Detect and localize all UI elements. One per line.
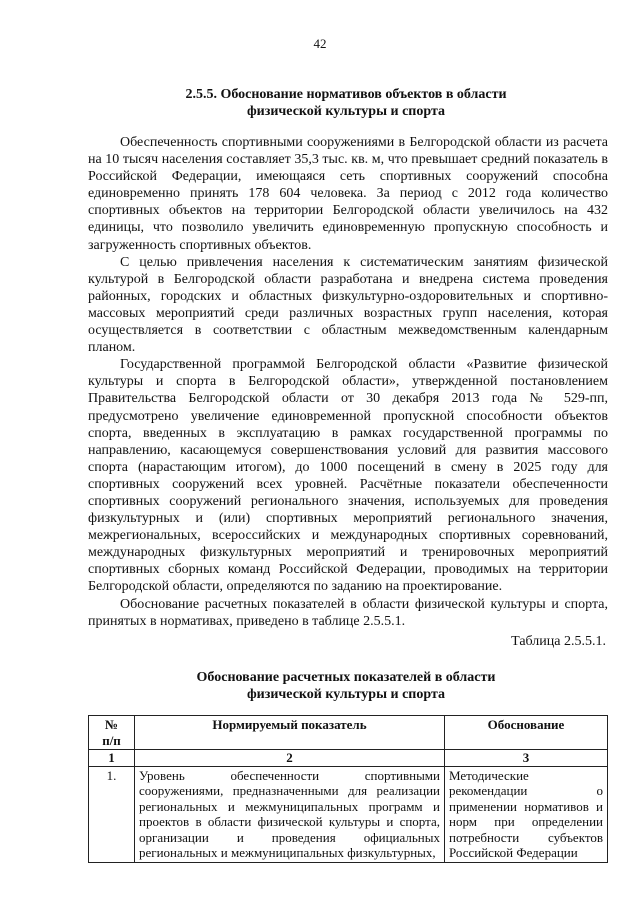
paragraph: С целью привлечения населения к систематическим занятиям физической культурой в Белгородской области разработана и внедрена система проведения районных, городских и областных физкультурно-оздоровительных и спортивно-массовых мероприятий среди различных возрастных групп населения, которая осуществляется в соответствии с областным межведомственным календарным планом. — [88, 254, 608, 356]
table-title-line-2: физической культуры и спорта — [246, 687, 446, 702]
column-number: 3 — [445, 750, 608, 767]
column-number: 2 — [135, 750, 445, 767]
column-number-row — [89, 750, 608, 767]
page-number: 42 — [313, 36, 327, 51]
header-basis: Обоснование — [445, 716, 608, 750]
column-number: 1 — [89, 750, 135, 767]
table-title-line-1: Обоснование расчетных показателей в области — [196, 670, 496, 685]
row-indicator: Уровень обеспеченности спортивными сооружениями, предназначенными для реализации региональных и межмуниципальных программ и проектов в области физической культуры и спорта, организации и проведения официальных региональных и межмуниципальных физкультурных, — [135, 766, 445, 862]
justification-table — [88, 715, 608, 863]
header-number — [89, 716, 135, 750]
section-title — [90, 86, 602, 120]
body-text — [88, 134, 608, 630]
paragraph: Обеспеченность спортивными сооружениями в Белгородской области из расчета на 10 тысяч населения составляет 35,3 тыс. кв. м, что превышает средний показатель в Российской Федерации, имеющаяся сеть спортивных сооружений способна единовременно принять 178 604 человека. За период с 2012 года количество спортивных объектов на территории Белгородской области увеличилось на 432 единицы, что позволило увеличить единовременную пропускную способность и загруженность спортивных объектов. — [88, 135, 608, 253]
header-indicator: Нормируемый показатель — [135, 716, 445, 750]
table-label: Таблица 2.5.5.1. — [511, 634, 606, 649]
row-number: 1. — [89, 766, 135, 862]
row-basis: Методические рекомендации о применении нормативов и норм при определении потребности субъектов Российской Федерации — [445, 766, 608, 862]
paragraph: Обоснование расчетных показателей в области физической культуры и спорта, принятых в нормативах, приведено в таблице 2.5.5.1. — [88, 596, 608, 629]
section-title-line-2: физической культуры и спорта — [246, 104, 446, 119]
header-number-line-2: п/п — [102, 732, 121, 748]
table-title — [90, 669, 602, 703]
table-header-row — [89, 716, 608, 750]
table-row — [89, 766, 608, 862]
section-title-line-1: 2.5.5. Обоснование нормативов объектов в области — [185, 87, 507, 102]
paragraph: Государственной программой Белгородской области «Развитие физической культуры и спорта в Белгородской области», утвержденной постановлением Правительства Белгородской области от 30 декабря 2013 года № 529-пп, предусмотрено увеличение единовременной пропускной способности объектов спорта, введенных в эксплуатацию в рамках государственной программы по направлению, касающемуся совершенствования условий для развития массового спорта (нарастающим итогом), до 1000 посещений в смену в 2025 году для спортивных сооружений всех уровней. Расчётные показатели обеспеченности спортивных сооружений регионального значения, используемых для проведения физкультурных и (или) спортивных мероприятий регионального значения, межрегиональных, всероссийских и международных спортивных соревнований, международных физкультурных мероприятий и тренировочных мероприятий спортивных сборных команд Российской Федерации, проводимых на территории Белгородской области, определяются по заданию на проектирование. — [88, 357, 608, 595]
header-number-line-1: № — [104, 717, 119, 732]
